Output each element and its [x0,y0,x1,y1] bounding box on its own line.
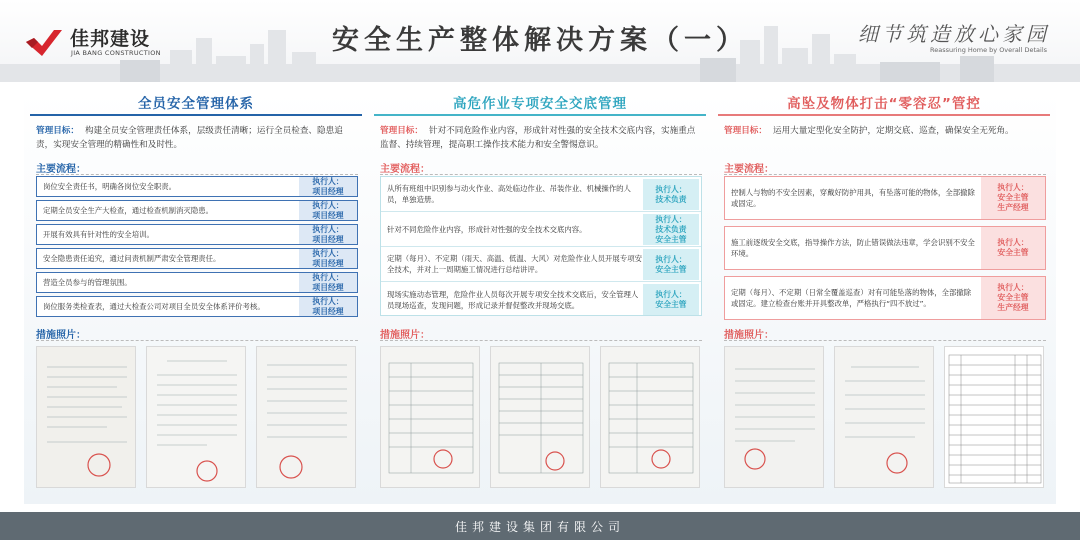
executor-text: 执行人： 项目经理 [312,200,344,220]
company-logo [24,22,174,62]
logo-icon [24,26,64,58]
measure-photo-document [600,346,700,488]
divider [380,340,702,341]
executor-text: 执行人： 安全主管 [655,289,687,309]
executor-text: 执行人： 项目经理 [312,224,344,244]
executor-badge [643,214,699,245]
process-item [36,224,358,245]
executor-text: 执行人： 项目经理 [312,296,344,316]
header-banner [0,0,1080,82]
divider [36,174,358,175]
slogan-en: Reassuring Home by Overall Details [930,46,1048,54]
divider [36,340,358,341]
title-underline [30,114,362,116]
process-text: 安全隐患责任追究，通过问责机制严肃安全管理责任。 [43,254,221,263]
company-name-en: JIA BANG CONSTRUCTION [71,49,161,57]
process-item [724,276,1046,320]
executor-text: 执行人： 技术负责 安全主管 [655,214,687,244]
executor-text: 执行人： 安全主管 生产经理 [997,283,1029,312]
management-goal [724,124,1046,138]
title-underline [374,114,706,116]
divider [724,174,1046,175]
goal-label: 管理目标： [380,126,423,136]
process-item [36,200,358,221]
executor-text: 执行人： 安全主管 [655,254,687,274]
process-item [381,282,701,317]
photo-label: 措施照片： [724,330,774,341]
panel-title: 高危作业专项安全交底管理 [453,96,627,112]
management-goal [36,124,358,152]
executor-text: 执行人： 安全主管 [997,238,1029,257]
process-item [381,177,701,212]
measure-photo-document [146,346,246,488]
process-item [381,212,701,247]
measure-photo-document [36,346,136,488]
executor-badge [981,227,1045,269]
process-text: 岗位服务类检查表，通过大检查公司对项目全员安全体系评价考核。 [43,302,265,311]
divider [380,174,702,175]
process-list [380,176,702,316]
process-item [36,296,358,317]
executor-text: 执行人： 项目经理 [312,248,344,268]
executor-badge [981,277,1045,319]
executor-badge [981,177,1045,219]
company-name-cn: 佳邦建设 [70,28,151,50]
goal-text: 运用大量定型化安全防护，定期交底、巡查，确保安全无死角。 [772,126,1014,136]
executor-badge [299,273,357,292]
executor-text: 执行人： 技术负责 [655,184,687,204]
executor-badge [299,177,357,196]
title-underline [718,114,1050,116]
executor-badge [299,225,357,244]
process-item [724,226,1046,270]
photo-label: 措施照片： [36,330,86,341]
process-text: 定期全员安全生产大检查，通过检查机制消灭隐患。 [43,206,213,215]
management-goal [380,124,702,152]
measure-photo-document [834,346,934,488]
executor-badge [643,284,699,315]
process-item [36,248,358,269]
process-item [724,176,1046,220]
slogan: 细节筑造放心家园 [858,22,1050,46]
measure-photo-document [380,346,480,488]
executor-badge [643,249,699,280]
process-text: 营造全员参与的管理氛围。 [43,278,132,287]
process-item [381,247,701,282]
process-text: 针对不同危险作业内容，形成针对性强的安全技术交底内容。 [387,224,587,234]
executor-badge [299,297,357,316]
panel-fall-prevention [712,84,1056,510]
footer-bar [0,512,1080,540]
process-text: 岗位安全责任书，明确各岗位安全职责。 [43,182,177,191]
process-text: 定期（每月）、不定期（日常全覆盖巡查）对有可能坠落的物体，全部撤除或固定。建立检查台账并开具整改单，严格执行“四不放过”。 [731,288,972,308]
measure-photo-document [724,346,824,488]
process-item [36,272,358,293]
process-text: 从所有班组中识别参与动火作业、高处临边作业、吊装作业、机械操作的人员，单独造册。 [387,184,631,204]
footer-company-name: 佳邦建设集团有限公司 [454,520,625,534]
measure-photo-checklist [944,346,1044,488]
measure-photo-document [490,346,590,488]
process-text: 现场实施动态管理，危险作业人员每次开展专项安全技术交底后，安全管理人员现场巡查，发现问题，形成记录并督促整改并现场交底。 [387,289,639,310]
divider [724,340,1046,341]
measure-photo-document [256,346,356,488]
panel-all-staff-safety [24,84,368,510]
process-label: 主要流程： [36,164,86,175]
executor-text: 执行人： 安全主管 生产经理 [997,183,1029,212]
process-item [36,176,358,197]
executor-badge [643,179,699,210]
process-label: 主要流程： [380,164,430,175]
process-text: 施工前逐级安全交底，指导操作方法，防止错误做法违章，学会识别不安全环境。 [731,238,975,258]
executor-badge [299,201,357,220]
executor-badge [299,249,357,268]
photo-label: 措施照片： [380,330,430,341]
panel-high-risk-briefing [368,84,712,510]
goal-label: 管理目标： [724,126,767,136]
process-label: 主要流程： [724,164,774,175]
goal-label: 管理目标： [36,126,79,136]
goal-text: 构建全员安全管理责任体系，层级责任清晰；运行全员检查、隐患追责，实现安全管理的精确性和及时性。 [36,126,343,150]
page-title: 安全生产整体解决方案（一） [332,25,748,56]
process-text: 定期（每月）、不定期（雨天、高温、低温、大风）对危险作业人员开展专项安全技术，并对上一周期施工情况进行总结讲评。 [387,254,642,274]
executor-text: 执行人： 项目经理 [312,176,344,196]
goal-text: 针对不同危险作业内容，形成针对性强的安全技术交底内容，实施重点监督、持续管理，提高职工操作技术能力和安全警惕意识。 [380,126,696,150]
panel-title: 全员安全管理体系 [138,96,254,112]
panel-title: 高坠及物体打击“零容忍”管控 [787,96,981,112]
executor-text: 执行人： 项目经理 [312,272,344,292]
process-text: 控制人与物的不安全因素，穿戴好防护用具，有坠落可能的物体，全部撤除或固定。 [731,188,975,208]
process-text: 开展有效具有针对性的安全培训。 [43,230,154,239]
